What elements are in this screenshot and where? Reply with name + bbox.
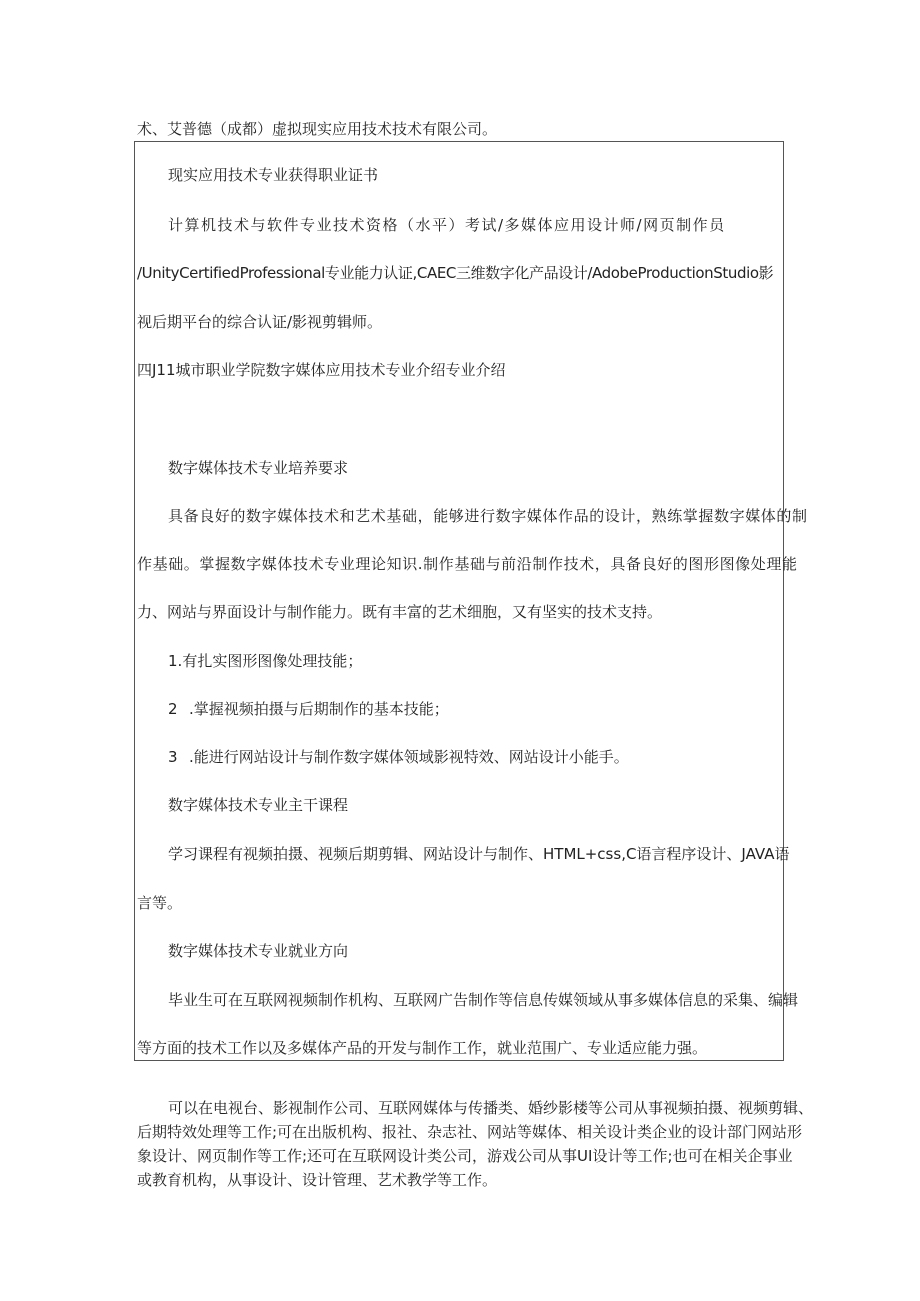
training-text-line-3: 力、网站与界面设计与制作能力。既有丰富的艺术细胞，又有坚实的技术支持。: [137, 603, 663, 621]
courses-text-line-2: 言等。: [137, 894, 183, 912]
closing-text-line-1: 可以在电视台、影视制作公司、互联网媒体与传播类、婚纱影楼等公司从事视频拍摄、视频剪辑、: [168, 1099, 814, 1117]
training-heading: 数字媒体技术专业培养要求: [168, 459, 349, 477]
courses-heading: 数字媒体技术专业主干课程: [168, 796, 349, 814]
skill-number: 1: [168, 652, 178, 670]
skill-text: .掌握视频拍摄与后期制作的基本技能；: [189, 700, 449, 718]
skill-text: .能进行网站设计与制作数字媒体领域影视特效、网站设计小能手。: [189, 748, 629, 766]
career-text-line-2: 等方面的技术工作以及多媒体产品的开发与制作工作，就业范围广、专业适应能力强。: [137, 1039, 708, 1057]
career-heading: 数字媒体技术专业就业方向: [168, 942, 349, 960]
career-text-line-1: 毕业生可在互联网视频制作机构、互联网广告制作等信息传媒领域从事多媒体信息的采集、编辑: [168, 991, 799, 1009]
closing-text-line-4: 或教育机构，从事设计、设计管理、艺术教学等工作。: [137, 1171, 498, 1189]
skill-item-1: [168, 651, 362, 671]
closing-text-line-3: 象设计、网页制作等工作;还可在互联网设计类公司，游戏公司从事UI设计等工作;也可在相关企事业: [137, 1147, 793, 1165]
cert-text-line-2: /UnityCertifiedProfessional专业能力认证,CAEC三维数字化产品设计/AdobeProductionStudio影: [137, 264, 774, 282]
closing-text-line-2: 后期特效处理等工作;可在出版机构、报社、杂志社、网站等媒体、相关设计类企业的设计部门网站形: [137, 1123, 803, 1141]
skill-item-3: [168, 747, 629, 767]
intro-line: 术、艾普德（成都）虚拟现实应用技术技术有限公司。: [137, 120, 498, 138]
skill-number: 2: [168, 700, 178, 718]
skill-text: .有扎实图形图像处理技能；: [177, 652, 363, 670]
section-title: 四J11城市职业学院数字媒体应用技术专业介绍专业介绍: [137, 361, 506, 379]
cert-text-line-3: 视后期平台的综合认证/影视剪辑师。: [137, 313, 383, 331]
cert-heading: 现实应用技术专业获得职业证书: [168, 166, 379, 184]
courses-text-line-1: 学习课程有视频拍摄、视频后期剪辑、网站设计与制作、HTML+css,C语言程序设计、JAVA语: [168, 845, 790, 863]
skill-number: 3: [168, 748, 178, 766]
training-text-line-2: 作基础。掌握数字媒体技术专业理论知识.制作基础与前沿制作技术，具备良好的图形图像处理能: [137, 555, 798, 573]
cert-text-line-1: 计算机技术与软件专业技术资格（水平）考试/多媒体应用设计师/网页制作员: [168, 216, 726, 234]
skill-item-2: [168, 699, 449, 719]
training-text-line-1: 具备良好的数字媒体技术和艺术基础，能够进行数字媒体作品的设计，熟练掌握数字媒体的制: [168, 507, 808, 525]
